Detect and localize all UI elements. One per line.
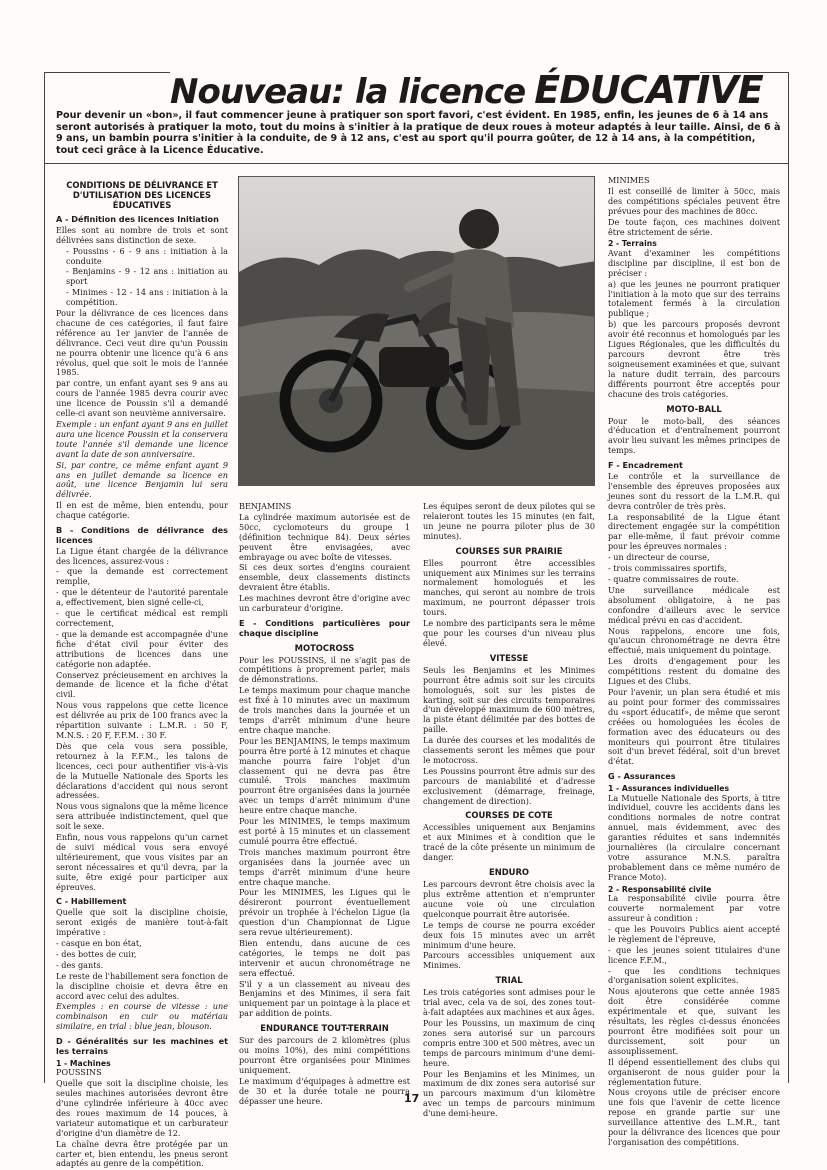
- motocross-heading: MOTOCROSS: [294, 642, 355, 653]
- conditions-heading: CONDITIONS DE DÉLIVRANCE ET D'UTILISATION DES LICENCES ÉDUCATIVES: [66, 180, 218, 210]
- column-4: [608, 176, 780, 1149]
- list-item: - des gants.: [56, 959, 104, 970]
- section-a-text: Elles sont au nombre de trois et sont délivrées sans distinction de sexe.: [56, 224, 228, 245]
- paragraph: Pour les MINIMES, les Ligues qui le désireront pourront éventuellement prévoir un trophée à l'échelon Ligue (la question d'un Championnat de Ligue sera revue ultérieurement).: [239, 887, 410, 938]
- category-label: BENJAMINS: [239, 501, 292, 511]
- assurances-individuelles-subtitle: 1 - Assurances individuelles: [608, 784, 730, 794]
- section-c-text: Quelle que soit la discipline choisie, seront exigés de manière tout-à-fait impérative :: [56, 907, 228, 938]
- enduro-heading: ENDURO: [488, 867, 530, 878]
- section-f-title: F - Encadrement: [608, 460, 683, 471]
- paragraph: Une surveillance médicale est absolument obligatoire, à ne pas confondre d'ailleurs avec le service médical prévu en cas d'accident.: [608, 584, 780, 625]
- paragraph: Pour les Benjamins et les Minimes, un maximum de dix zones sera autorisé sur un parcours maximum d'un kilomètre avec un temps de parcours minimum d'une demi-heure.: [423, 1068, 595, 1119]
- paragraph: Avant d'examiner les compétitions discipline par discipline, il est bon de préciser :: [608, 247, 780, 278]
- paragraph: Pour l'avenir, un plan sera étudié et mis au point pour former des commissaires du «sport éducatif», de même que seront créées ou homologuées les écoles de formation avec des éducateurs ou des moniteurs qui pourront être titulaires soit d'un brevet fédéral, soit d'un brevet d'état.: [608, 686, 780, 767]
- paragraph: Nous vous rappelons que cette licence est délivrée au prix de 100 francs avec la répartition suivante : L.M.R. : 50 F, M.N.S. : 20 F, F.F.M. : 30 F.: [56, 700, 228, 740]
- paragraph: La Mutuelle Nationale des Sports, à titre individuel, couvre les accidents dans les conditions normales de notre contrat annuel, mais évidemment, avec des garanties réduites et sans indemnités journalières (la circulaire concernant votre assurance M.N.S. paraîtra probablement dans ce même numéro de France Moto).: [608, 792, 780, 882]
- column-3: [423, 502, 595, 1120]
- courses-prairie-heading: COURSES SUR PRAIRIE: [455, 545, 563, 556]
- section-b-text: La Ligue étant chargée de la délivrance des licences, assurez-vous :: [56, 545, 228, 566]
- section-a-title: A - Définition des licences Initiation: [56, 214, 219, 224]
- paragraph: Elles pourront être accessibles uniquement aux Minimes sur les terrains normalement homologués et les manches, qui seront au nombre de trois maximum, ne pourront dépasser trois tours.: [423, 557, 595, 618]
- photo-illustration: [239, 177, 595, 486]
- paragraph: Il en est de même, bien entendu, pour chaque catégorie.: [56, 500, 228, 521]
- paragraph: Enfin, nous vous rappelons qu'un carnet de suivi médical vous sera envoyé ultérieurement, que vous visites par an seront nécessaires et qu'il devra, par la suite, être exigé pour participer aux épreuves.: [56, 832, 228, 892]
- intro-paragraph: Pour devenir un «bon», il faut commencer jeune à pratiquer son sport favori, c'est évident. En 1985, enfin, les jeunes de 6 à 14 ans seront autorisés à pratiquer la moto, tout du moins à s'initier à la pratique de deux roues à moteur adaptés à leur taille. Ainsi, de 6 à 9 ans, un bambin pourra s'initier à la conduite, de 9 à 12 ans, c'est au sport qu'il pourra goûter, de 12 à 14 ans, à la compétition, tout ceci grâce à la Licence Éducative.: [56, 110, 781, 156]
- column-2: [239, 502, 410, 1108]
- list-item: - trois commissaires sportifs,: [608, 563, 727, 574]
- paragraph: Pour la délivrance de ces licences dans chacune de ces catégories, il faut faire référence au 1er janvier de l'année de délivrance. Ceci veut dire qu'un Poussin ne pourra obtenir une licence qu'à 6 ans révolus, quel que soit le mois de l'année 1985.: [56, 308, 228, 378]
- list-item: b) que les parcours proposés devront avoir été reconnus et homologués par les Ligues Régionales, que les difficultés du parcours devront être très soigneusement examinées et que, suivant la nature dudit terrain, des parcours différents pourront être acceptés pour chacune des trois catégories.: [608, 319, 780, 399]
- paragraph: Les droits d'engagement pour les compétitions restent du domaine des Ligues et des Clubs.: [608, 656, 780, 687]
- paragraph: Sur des parcours de 2 kilomètres (plus ou moins 10%), des mini compétitions pourront être organisées pour Minimes uniquement.: [239, 1035, 410, 1075]
- paragraph: Les machines devront être d'origine avec un carburateur d'origine.: [239, 593, 410, 614]
- responsabilite-civile-subtitle: 2 - Responsabilité civile: [608, 884, 712, 894]
- paragraph: Accessibles uniquement aux Benjamins et aux Minimes et à condition que le tracé de la côte présente un minimum de danger.: [423, 822, 595, 863]
- terrains-subtitle: 2 - Terrains: [608, 239, 657, 249]
- paragraph: Les Poussins pourront être admis sur des parcours de maniabilité et d'adresse exclusivement (démarrage, freinage, changement de direction).: [423, 765, 595, 806]
- paragraph: Pour les MINIMES, le temps maximum est porté à 15 minutes et un classement cumulé pourra être effectué.: [239, 816, 410, 846]
- paragraph: Il est conseillé de limiter à 50cc, mais des compétitions spéciales peuvent être prévues pour des machines de 80cc.: [608, 185, 780, 216]
- paragraph: Le contrôle et la surveillance de l'ensemble des épreuves proposées aux jeunes sont du ressort de la L.M.R. qui devra contrôler de très près.: [608, 470, 780, 511]
- paragraph: Nous vous signalons que la même licence sera attribuée indistinctement, quel que soit le sexe.: [56, 801, 228, 832]
- example-paragraph: Exemples : en course de vitesse : une combinaison en cuir ou matériau similaire, en trial : blue jean, blouson.: [56, 1001, 228, 1032]
- paragraph: Pour les Poussins, un maximum de cinq zones sera autorisé sur un parcours compris entre 300 et 500 mètres, avec un temps de parcours minimum d'une demi-heure.: [423, 1017, 595, 1068]
- list-item: - des bottes de cuir,: [56, 948, 137, 959]
- list-item: - que les conditions techniques d'organisation soient explicites.: [608, 965, 780, 986]
- machines-subtitle: 1 - Machines: [56, 1058, 111, 1068]
- section-c-title: C - Habillement: [56, 896, 127, 907]
- paragraph: Nous rappelons, encore une fois, qu'aucun chronométrage ne devra être effectué, mais uniquement du pointage.: [608, 625, 780, 656]
- title-part-1: Nouveau: la licence: [170, 72, 526, 112]
- list-item: - que le certificat médical est rempli correctement,: [56, 608, 228, 629]
- paragraph: Le nombre des participants sera le même que pour les courses d'un niveau plus élevé.: [423, 618, 595, 648]
- list-item: - que la demande est accompagnée d'une fiche d'état civil pour éviter des attributions de licences dans une catégorie non adaptée.: [56, 628, 228, 669]
- paragraph: De toute façon, ces machines doivent être strictement de série.: [608, 216, 780, 237]
- section-e-title: E - Conditions particulières pour chaque discipline: [239, 617, 410, 638]
- paragraph: Nous ajouterons que cette année 1985 doit être considérée comme expérimentale et que, suivant les résultats, les règles ci-dessus énoncées pourront être modifiées soit pour un durcissement, soit pour un assouplissement.: [608, 986, 780, 1056]
- courses-cote-heading: COURSES DE COTE: [465, 810, 553, 821]
- paragraph: Conservez précieusement en archives la demande de licence et la fiche d'état civil.: [56, 669, 228, 700]
- right-border-rule: [788, 72, 789, 1083]
- paragraph: Les parcours devront être choisis avec la plus extrême attention et n'emprunter aucune voie où une circulation quelconque pourrait être autorisée.: [423, 879, 595, 919]
- list-item: a) que les jeunes ne pourront pratiquer l'initiation à la moto que sur des terrains totalement fermés à la circulation publique ;: [608, 278, 780, 319]
- list-item: - que les jeunes soient titulaires d'une licence F.F.M.,: [608, 944, 780, 965]
- section-d-title: D - Généralités sur les machines et les terrains: [56, 1036, 228, 1056]
- paragraph: Parcours accessibles uniquement aux Minimes.: [423, 950, 595, 971]
- moto-ball-heading: MOTO-BALL: [666, 403, 722, 414]
- paragraph: S'il y a un classement au niveau des Benjamins et des Minimes, il sera fait uniquement par un pointage à la place et par addition de points.: [239, 978, 410, 1019]
- child-on-motorbike-photo: [238, 176, 595, 486]
- paragraph: Pour le moto-ball, des séances d'éducation et d'entraînement pourront avoir lieu suivant les mêmes principes de temps.: [608, 415, 780, 456]
- paragraph: Il dépend essentiellement des clubs qui organiseront de nous guider pour la réglementation future.: [608, 1056, 780, 1087]
- paragraph: Le maximum d'équipages à admettre est de 30 et la durée totale ne pourra dépasser une heure.: [239, 1075, 410, 1106]
- paragraph: par contre, un enfant ayant ses 9 ans au cours de l'année 1985 devra courir avec une licence de Poussin s'il a demandé celle-ci avant son neuvième anniversaire.: [56, 378, 228, 419]
- paragraph: Bien entendu, dans aucune de ces catégories, le temps ne doit pas intervenir et aucun chronométrage ne sera effectué.: [239, 937, 410, 978]
- list-item: - que le détenteur de l'autorité parentale a, effectivement, bien signé celle-ci,: [56, 587, 228, 608]
- paragraph: La cylindrée maximum autorisée est de 50cc, cyclomoteurs du groupe 1 (définition technique 84). Deux séries peuvent être envisagées, avec embrayage ou avec boîte de vitesses.: [239, 511, 410, 562]
- intro-divider-rule: [44, 163, 789, 164]
- paragraph: La responsabilité de la Ligue étant directement engagée sur la compétition par elle-même, il faut prévoir comme pour les épreuves normales :: [608, 511, 780, 552]
- list-item: - un directeur de course,: [608, 552, 710, 563]
- paragraph: La responsabilité civile pourra être couverte normalement par votre assureur à condition :: [608, 893, 780, 923]
- list-item: - quatre commissaires de route.: [608, 574, 739, 585]
- paragraph: Le temps de course ne pourra excéder deux fois 15 minutes avec un arrêt minimum d'une heure.: [423, 919, 595, 950]
- paragraph: Quelle que soit la discipline choisie, les seules machines autorisées devront être d'une cylindrée inférieure à 40cc avec des roues maximum de 14 pouces, à variateur automatique et un carburateur d'origine d'un diamètre de 12.: [56, 1078, 228, 1138]
- paragraph: Le reste de l'habillement sera fonction de la discipline choisie et devra être en accord avec celui des adultes.: [56, 970, 228, 1001]
- paragraph: Trois manches maximum pourront être organisées dans la journée avec un temps d'arrêt minimum d'une heure entre chaque manche.: [239, 846, 410, 887]
- list-item: - Minimes - 12 - 14 ans : initiation à la compétition.: [66, 287, 228, 308]
- trial-heading: TRIAL: [495, 975, 523, 986]
- endurance-heading: ENDURANCE TOUT-TERRAIN: [260, 1023, 389, 1034]
- paragraph: Le temps maximum pour chaque manche est fixé à 10 minutes avec un maximum de trois manches dans la journée et un temps d'arrêt minimum d'une heure entre chaque manche.: [239, 685, 410, 735]
- list-item: - Poussins - 6 - 9 ans : initiation à la conduite: [66, 245, 228, 266]
- paragraph: Nous croyons utile de préciser encore une fois que l'avenir de cette licence repose en grande partie sur une surveillance attentive des L.M.R., tant pour la délivrance des licences que pour l'organisation des compétitions.: [608, 1087, 780, 1147]
- category-label: MINIMES: [608, 175, 650, 185]
- paragraph: Pour les BENJAMINS, le temps maximum pourra être porté à 12 minutes et chaque manche pourra faire l'objet d'un classement qui ne devra pas être cumulé. Trois manches maximum pourront être organisées dans la journée avec un temps d'arrêt minimum d'une heure entre chaque manche.: [239, 735, 410, 816]
- example-paragraph: Exemple : un enfant ayant 9 ans en juillet aura une licence Poussin et la conservera toute l'année s'il demande une licence avant la date de son anniversaire.: [56, 419, 228, 459]
- paragraph: Dès que cela vous sera possible, retournez à la F.F.M., les talons de licences, ceci pour authentifier vis-à-vis de la Mutuelle Nationale des Sports les déclarations d'accident qui nous seront adressées.: [56, 740, 228, 801]
- paragraph: La durée des courses et les modalités de classements seront les mêmes que pour le motocross.: [423, 735, 595, 765]
- top-left-rule: [44, 72, 170, 73]
- example-paragraph: Si, par contre, ce même enfant ayant 9 ans en juillet demande sa licence en août, une licence Benjamin lui sera délivrée.: [56, 459, 228, 500]
- section-b-title: B - Conditions de délivrance des licences: [56, 525, 228, 545]
- page-number: 17: [404, 1092, 420, 1105]
- title-part-2: ÉDUCATIVE: [534, 68, 763, 112]
- list-item: - que la demande est correctement remplie,: [56, 566, 228, 587]
- left-border-rule: [44, 72, 45, 1083]
- paragraph: Pour les POUSSINS, il ne s'agit pas de compétitions à proprement parler, mais de démonstrations.: [239, 654, 410, 685]
- column-1: [56, 176, 228, 1170]
- category-label: POUSSINS: [56, 1067, 102, 1078]
- section-g-title: G - Assurances: [608, 771, 676, 782]
- paragraph: Si ces deux sortes d'engins couraient ensemble, deux classements distincts devraient être établis.: [239, 562, 410, 593]
- list-item: - que les Pouvoirs Publics aient accepté le règlement de l'épreuve,: [608, 923, 780, 944]
- paragraph: Les équipes seront de deux pilotes qui se relaieront toutes les 15 minutes (en fait, un jeune ne pourra piloter plus de 30 minutes).: [423, 501, 595, 541]
- paragraph: Seuls les Benjamins et les Minimes pourront être admis soit sur les circuits homologués, soit sur les pistes de karting, soit sur des circuits temporaires d'un développé maximum de 600 mètres, la piste étant délimitée par des bottes de paille.: [423, 664, 595, 735]
- list-item: - Benjamins - 9 - 12 ans : initiation au sport: [66, 266, 228, 287]
- list-item: - casque en bon état,: [56, 938, 142, 948]
- paragraph: La chaîne devra être protégée par un carter et, bien entendu, les pneus seront adaptés au genre de la compétition.: [56, 1138, 228, 1169]
- paragraph: Les trois catégories sont admises pour le trial avec, cela va de soi, des zones tout-à-fait adaptées aux machines et aux âges.: [423, 987, 595, 1018]
- vitesse-heading: VITESSE: [489, 652, 529, 663]
